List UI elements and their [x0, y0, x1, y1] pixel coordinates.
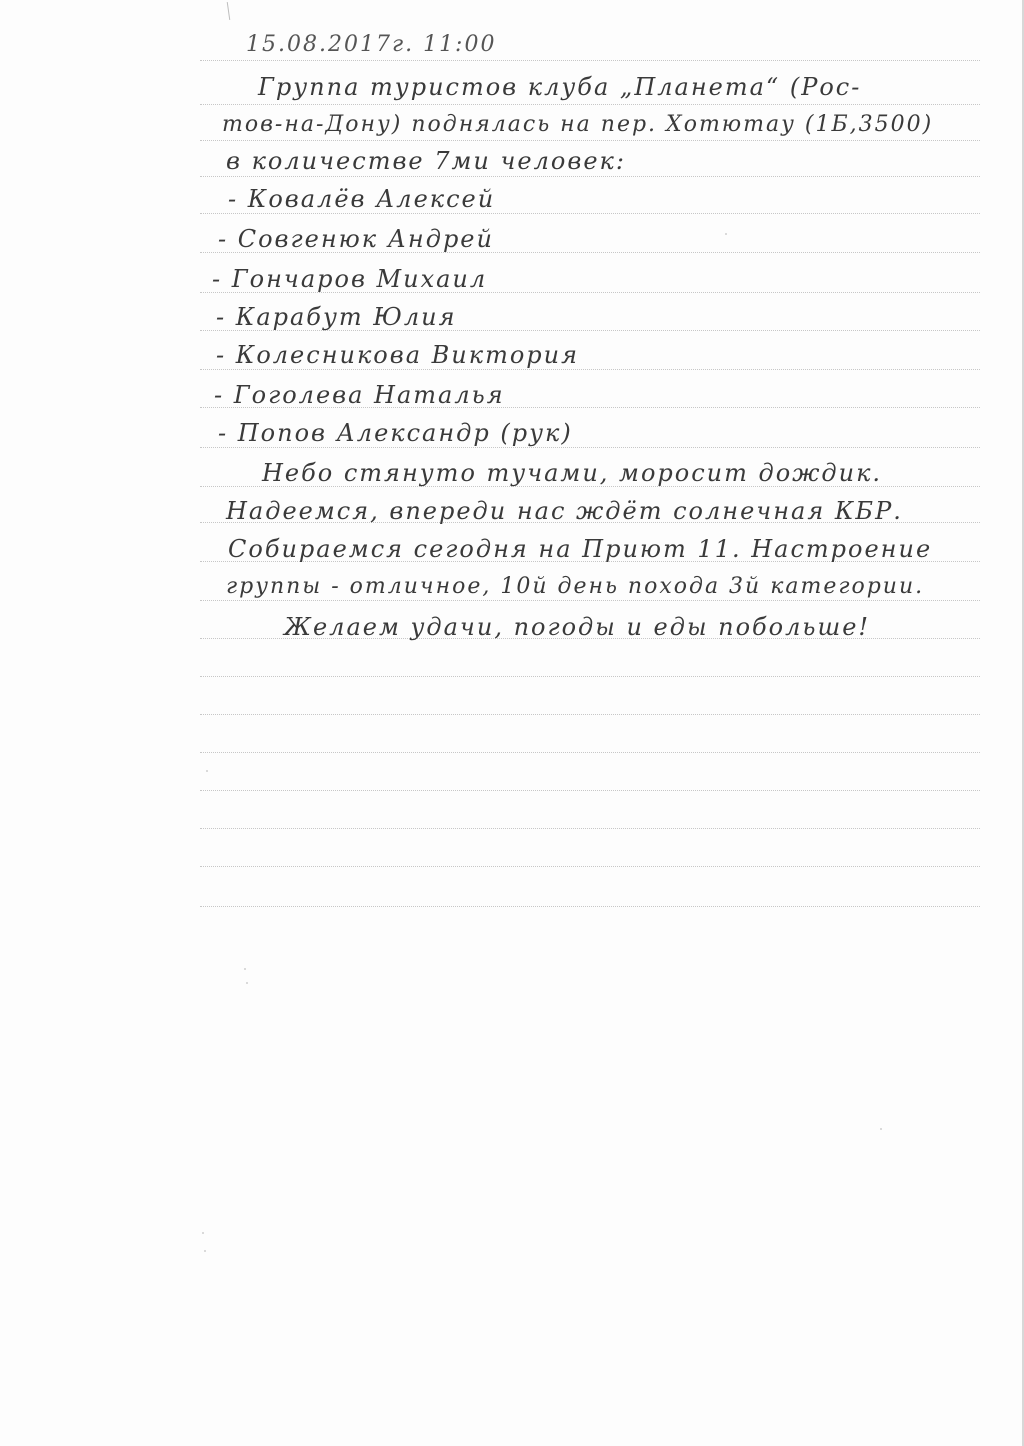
ruling-line	[200, 104, 980, 105]
participant-5: - Колесникова Виктория	[216, 341, 579, 369]
entry-line-3: в количестве 7ми человек:	[226, 147, 626, 175]
entry-mood: группы - отличное, 10й день похода 3й категории.	[226, 574, 925, 599]
entry-hope: Надеемся, впереди нас ждёт солнечная КБР.	[226, 497, 903, 525]
entry-line-1: Группа туристов клуба „Планета“ (Рос-	[258, 73, 862, 101]
ruling-line	[200, 676, 980, 677]
scan-speck	[246, 982, 248, 984]
scan-speck	[880, 1128, 882, 1130]
entry-date-time: 15.08.2017г. 11:00	[246, 32, 497, 57]
ruling-line	[200, 790, 980, 791]
scan-speck	[244, 968, 246, 970]
scan-speck	[725, 233, 727, 235]
entry-weather: Небо стянуто тучами, моросит дождик.	[262, 459, 883, 487]
scan-edge-mark	[227, 2, 230, 20]
entry-line-2: тов-на-Дону) поднялась на пер. Хотютау (1Б,3500)	[222, 112, 934, 137]
scan-speck	[206, 770, 208, 772]
scan-speck	[204, 1250, 206, 1252]
ruling-line	[200, 176, 980, 177]
entry-plan: Собираемся сегодня на Приют 11. Настроение	[228, 535, 933, 563]
participant-3: - Гончаров Михаил	[212, 265, 488, 293]
participant-1: - Ковалёв Алексей	[228, 185, 496, 213]
ruling-line	[200, 906, 980, 907]
ruling-line	[200, 140, 980, 141]
ruling-line	[200, 828, 980, 829]
ruling-line	[200, 714, 980, 715]
ruling-line	[200, 60, 980, 61]
participant-6: - Гоголева Наталья	[214, 381, 505, 409]
entry-wishes: Желаем удачи, погоды и еды побольше!	[284, 613, 871, 641]
ruling-line	[200, 866, 980, 867]
ruling-line	[200, 752, 980, 753]
scan-speck	[202, 1232, 204, 1234]
participant-7: - Попов Александр (рук)	[218, 419, 573, 447]
participant-2: - Совгенюк Андрей	[218, 225, 494, 253]
participant-4: - Карабут Юлия	[216, 303, 457, 331]
